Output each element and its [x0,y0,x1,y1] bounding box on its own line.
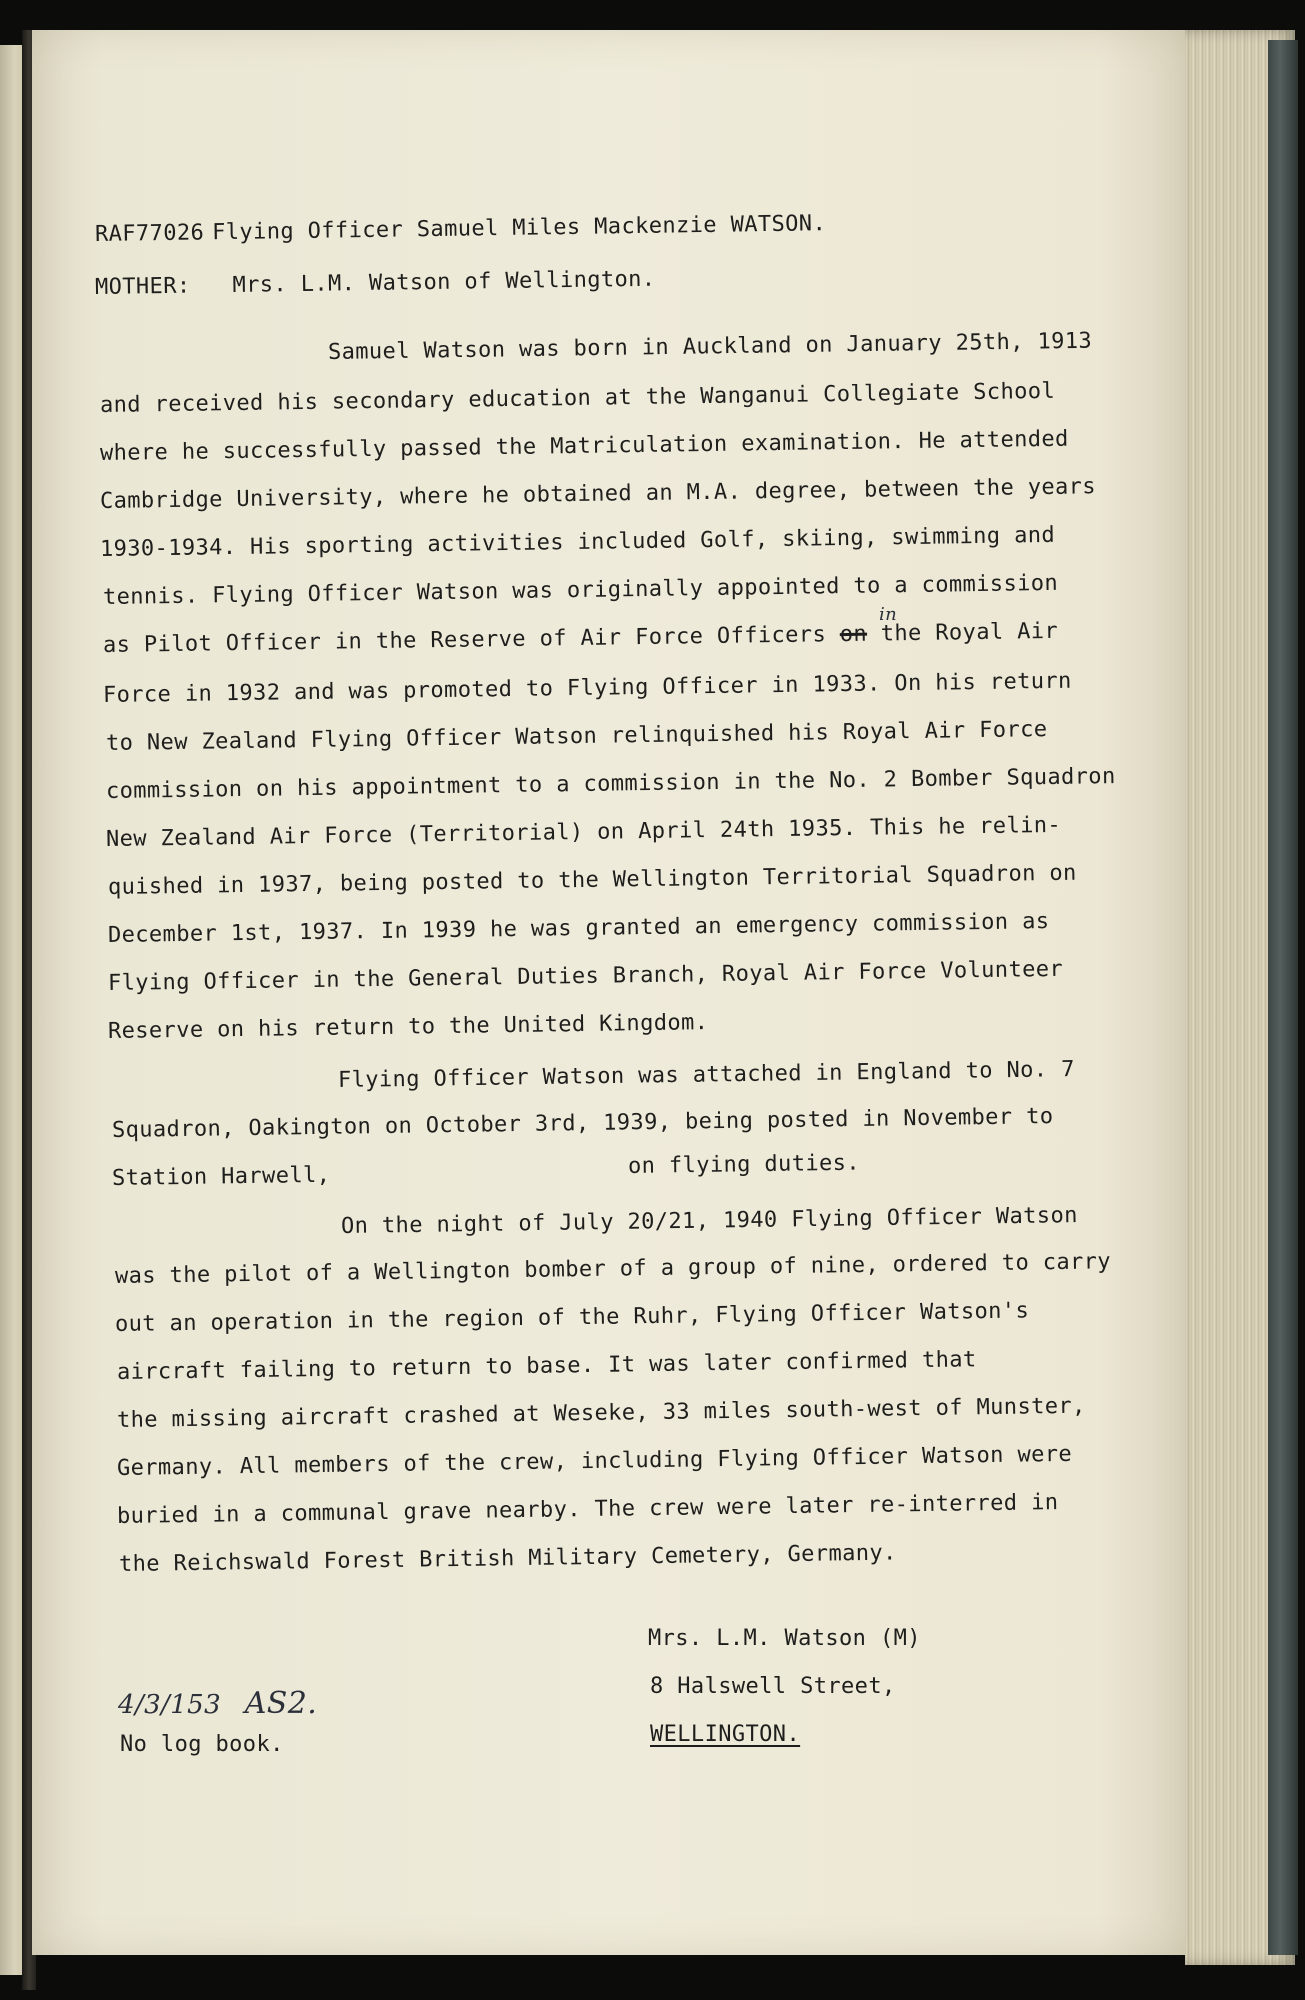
paragraph-line: on flying duties. [627,1150,861,1179]
paragraph-line: was the pilot of a Wellington bomber of a group of nine, ordered to carry [114,1249,1112,1289]
paragraph-line: buried in a communal grave nearby. The crew were later re-interred in [116,1490,1059,1529]
mother-label: MOTHER: [94,273,191,300]
paragraph-line: Germany. All members of the crew, including Flying Officer Watson were [116,1441,1073,1481]
officer-name: Flying Officer Samuel Miles Mackenzie WATSON. [211,211,827,246]
reference-line [118,1686,317,1721]
mother-value: Mrs. L.M. Watson of Wellington. [232,266,656,298]
paragraph-line: Cambridge University, where he obtained an M.A. degree, between the years [99,474,1097,514]
mother-line [95,267,656,300]
station-text: Station Harwell, [111,1162,331,1191]
service-number: RAF77026 [94,220,205,247]
struck-word: on [839,621,868,648]
address-street: 8 Halswell Street, [650,1674,896,1699]
paragraph-line: the Reichswald Forest British Military Cemetery, Germany. [118,1540,897,1577]
correction-before: as Pilot Officer in the Reserve of Air Force Officers [102,622,827,658]
paragraph-line: quished in 1937, being posted to the Wellington Territorial Squadron on [107,860,1077,900]
paragraph-line: December 1st, 1937. In 1939 he was granted an emergency commission as [107,909,1050,948]
correction-after: the Royal Air [880,618,1059,647]
paragraph-line: to New Zealand Flying Officer Watson relinquished his Royal Air Force [105,717,1048,756]
header-line [95,211,826,247]
paragraph-line: aircraft failing to return to base. It was later confirmed that [116,1347,977,1385]
paragraph-line: and received his secondary education at the Wanganui Collegiate School [99,378,1056,418]
paragraph-line: Reserve on his return to the United Kingdom. [107,1010,709,1044]
paragraph-line: the missing aircraft crashed at Weseke, 33 miles south-west of Munster, [116,1393,1086,1433]
paragraph-line: Flying Officer in the General Duties Branch, Royal Air Force Volunteer [107,956,1064,996]
paragraph-line: Squadron, Oakington on October 3rd, 1939, being posted in November to [111,1104,1054,1143]
paragraph-line [112,1163,331,1191]
paragraph-line: Samuel Watson was born in Auckland on January 25th, 1913 [327,328,1093,365]
corrected-line [103,619,1058,658]
log-book-note: No log book. [120,1732,284,1757]
paragraph-line: 1930-1934. His sporting activities included Golf, skiing, swimming and [99,522,1056,562]
handwritten-insertion: in [879,604,898,625]
paragraph-line: where he successfully passed the Matriculation examination. He attended [99,426,1069,466]
handwritten-code: AS2. [244,1686,318,1721]
paragraph-line: commission on his appointment to a commission in the No. 2 Bomber Squadron [105,764,1116,804]
address-name: Mrs. L.M. Watson (M) [648,1626,921,1651]
reference-number: 4/3/153 [118,1690,222,1720]
paragraph-line: Force in 1932 and was promoted to Flying Officer in 1933. On his return [102,668,1072,708]
paragraph-line: out an operation in the region of the Ruhr, Flying Officer Watson's [114,1298,1030,1337]
address-city: WELLINGTON. [650,1722,801,1747]
paragraph-line: Flying Officer Watson was attached in England to No. 7 [337,1057,1075,1093]
paragraph-line: New Zealand Air Force (Territorial) on April 24th 1935. This he relin- [105,812,1062,852]
paragraph-line: On the night of July 20/21, 1940 Flying Officer Watson [340,1203,1078,1239]
paragraph-line: tennis. Flying Officer Watson was originally appointed to a commission [102,570,1059,610]
